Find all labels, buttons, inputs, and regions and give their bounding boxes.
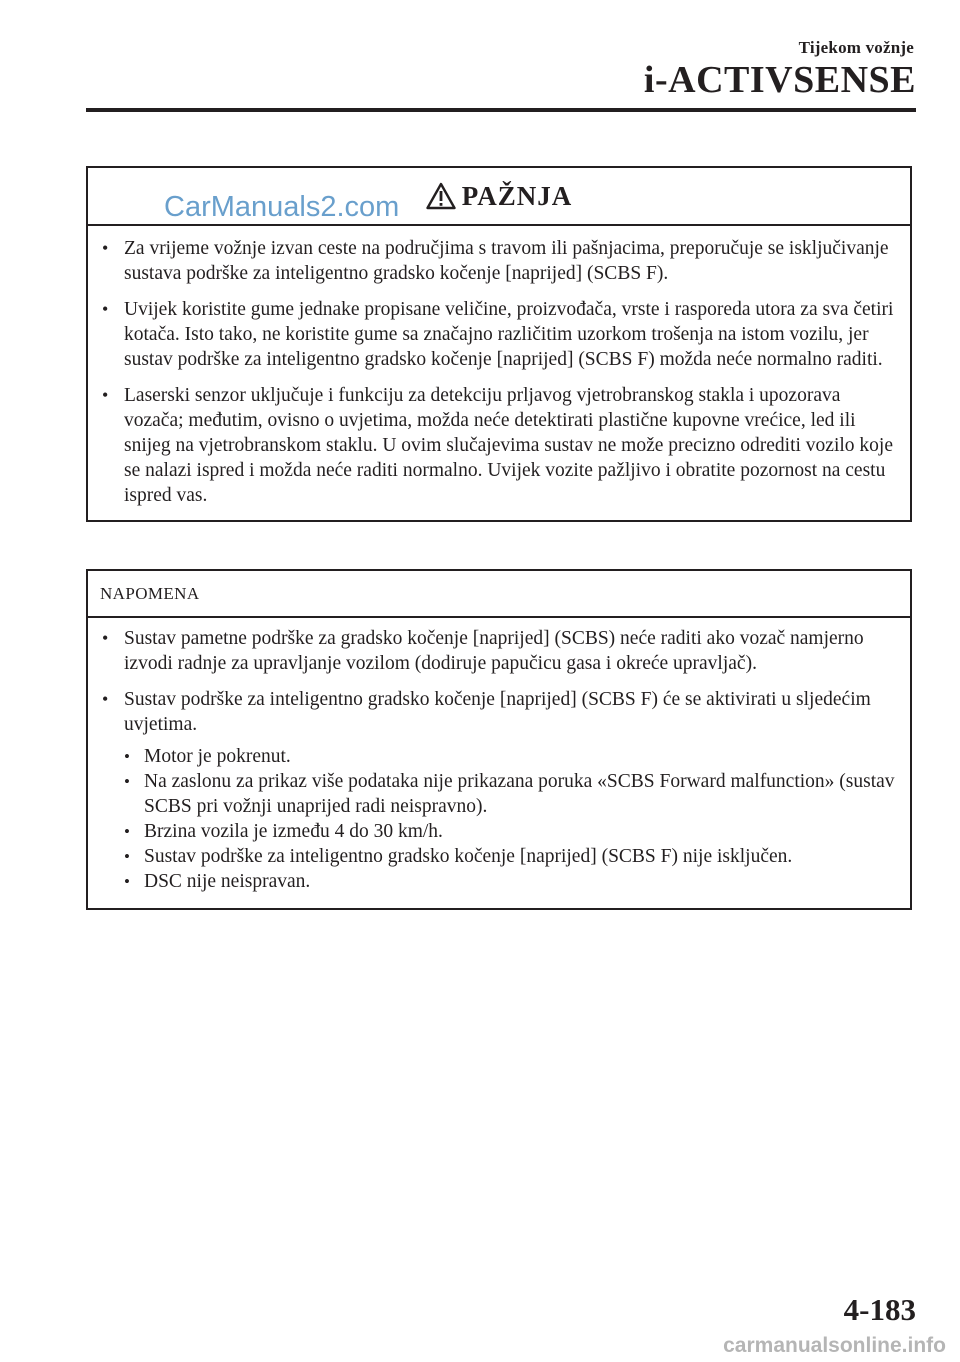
note-header — [88, 571, 910, 618]
warning-triangle-icon — [426, 182, 456, 210]
note-subitem: • Brzina vozila je između 4 do 30 km/h. — [102, 819, 896, 844]
caution-item: • Laserski senzor uključuje i funkciju za detekciju prljavog vjetrobranskog stakla i upozorava vozača; međutim, ovisno o uvjetima, možda neće detektirati plastične kupovne vrećice, led ili snijeg na vjetrobranskom staklu. U ovim slučajevima sustav ne može precizno odrediti vozilo koje se nalazi ispred i možda neće raditi normalno. Uvijek vozite pažljivo i obratite pozornost na cestu ispred vas. — [102, 383, 896, 508]
footer-watermark: carmanualsonline.info — [723, 1334, 946, 1357]
page-number: 4-183 — [843, 1292, 916, 1327]
caution-body — [88, 226, 910, 520]
note-subitem: • Na zaslonu za prikaz više podataka nije prikazana poruka «SCBS Forward malfunction» (sustav SCBS pri vožnji unaprijed radi neispravno). — [102, 769, 896, 819]
caution-title: PAŽNJA — [461, 180, 573, 211]
note-body — [88, 618, 910, 908]
note-box — [86, 569, 912, 910]
section-label: Tijekom vožnje — [798, 38, 914, 57]
note-subitem: • DSC nije neispravan. — [102, 869, 896, 894]
note-title: NAPOMENA — [100, 583, 200, 603]
caution-item: • Uvijek koristite gume jednake propisane veličine, proizvođača, vrste i rasporeda utora za sva četiri kotača. Isto tako, ne koristite gume sa značajno različitim uzorkom trošenja na istom vozilu, jer sustav podrške za inteligentno gradsko kočenje [naprijed] (SCBS F) možda neće normalno raditi. — [102, 297, 896, 372]
note-subitem: • Sustav podrške za inteligentno gradsko kočenje [naprijed] (SCBS F) nije isključen. — [102, 844, 896, 869]
note-item: • Sustav pametne podrške za gradsko kočenje [naprijed] (SCBS) neće raditi ako vozač namjerno izvodi radnje za upravljanje vozilom (dodiruje papučicu gasa i okreće upravljač). — [102, 626, 896, 676]
caution-item: • Za vrijeme vožnje izvan ceste na područjima s travom ili pašnjacima, preporučuje se isključivanje sustava podrške za inteligentno gradsko kočenje [naprijed] (SCBS F). — [102, 236, 896, 286]
note-subitem: • Motor je pokrenut. — [102, 744, 896, 769]
watermark: CarManuals2.com — [164, 191, 400, 223]
note-item: • Sustav podrške za inteligentno gradsko kočenje [naprijed] (SCBS F) će se aktivirati u sljedećim uvjetima. — [102, 687, 896, 737]
note-sublist — [102, 744, 896, 894]
chapter-title: i-ACTIVSENSE — [643, 59, 916, 101]
header-rule — [86, 108, 916, 112]
